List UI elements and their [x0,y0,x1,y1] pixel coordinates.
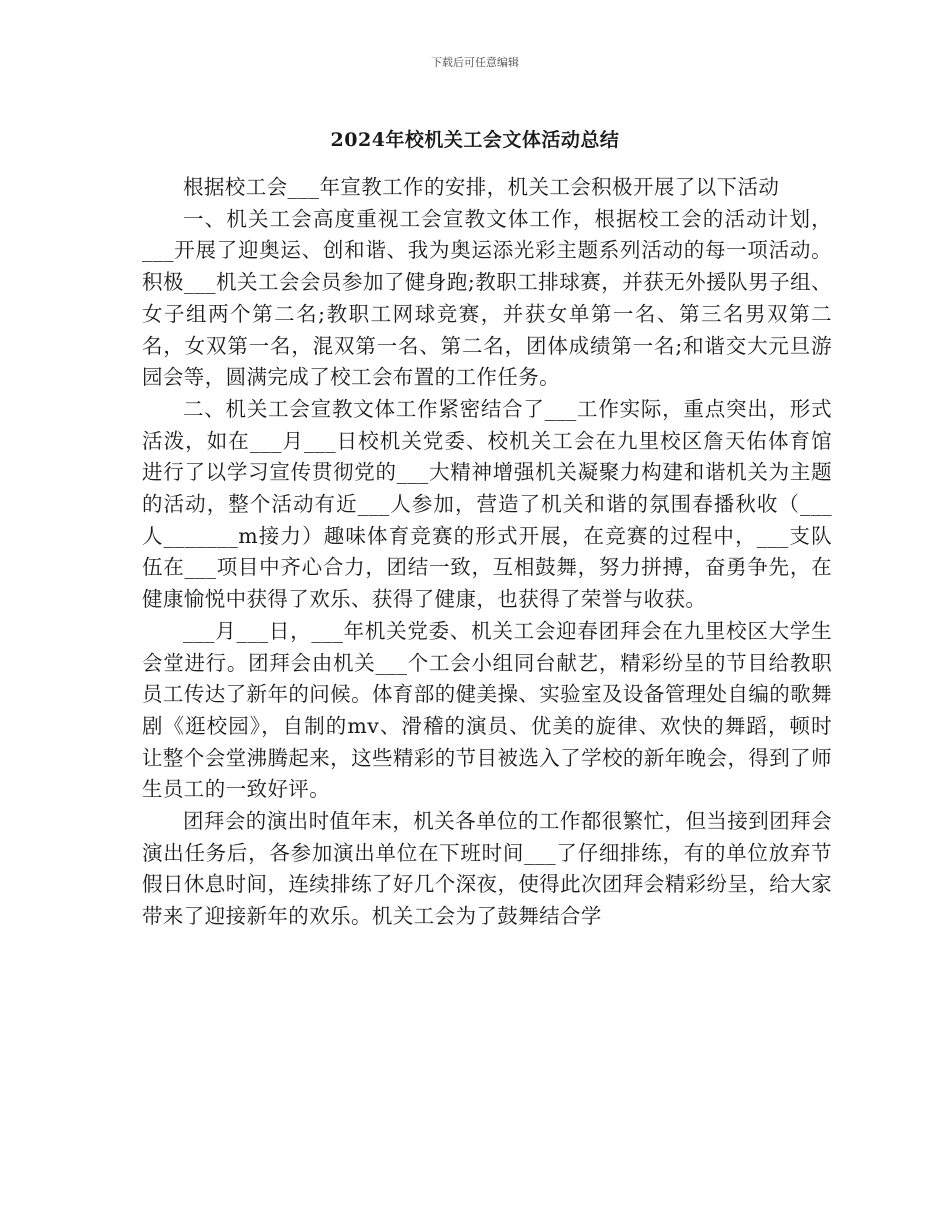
document-body [142,172,832,933]
paragraph-rehearsal: 团拜会的演出时值年末，机关各单位的工作都很繁忙，但当接到团拜会演出任务后，各参加演出单位在下班时间___了仔细排练，有的单位放弃节假日休息时间，连续排练了好几个深夜，使得此次团拜会精彩纷呈，给大家带来了迎接新年的欢乐。机关工会为了鼓舞结合学 [142,809,832,929]
document-title: 2024年校机关工会文体活动总结 [330,129,620,151]
paragraph-new-year-gala: ___月___日，___年机关党委、机关工会迎春团拜会在九里校区大学生会堂进行。团拜会由机关___个工会小组同台献艺，精彩纷呈的节目给教职员工传达了新年的问候。体育部的健美操、实验室及设备管理处自编的歌舞剧《逛校园》，自制的mv、滑稽的演员、优美的旋律、欢快的舞蹈，顿时让整个会堂沸腾起来，这些精彩的节目被选入了学校的新年晚会，得到了师生员工的一致好评。 [142,618,832,802]
paragraph-intro: 根据校工会___年宣教工作的安排，机关工会积极开展了以下活动 [183,175,780,199]
paragraph-section-1: 一、机关工会高度重视工会宣教文体工作，根据校工会的活动计划，___开展了迎奥运、创和谐、我为奥运添光彩主题系列活动的每一项活动。积极___机关工会会员参加了健身跑;教职工排球赛，并获无外援队男子组、女子组两个第二名;教职工网球竞赛，并获女单第一名、第三名男双第二名，女双第一名，混双第一名、第二名，团体成绩第一名;和谐交大元旦游园会等，圆满完成了校工会布置的工作任务。 [142,206,832,390]
paragraph-section-2: 二、机关工会宣教文体工作紧密结合了___工作实际，重点突出，形式活泼，如在___月___日校机关党委、校机关工会在九里校区詹天佑体育馆进行了以学习宣传贯彻党的___大精神增强机关凝聚力构建和谐机关为主题的活动，整个活动有近___人参加，营造了机关和谐的氛围春播秋收（___人_______m接力）趣味体育竞赛的形式开展，在竞赛的过程中，___支队伍在___项目中齐心合力，团结一致，互相鼓舞，努力拼搏，奋勇争先，在健康愉悦中获得了欢乐、获得了健康，也获得了荣誉与收获。 [142,396,832,612]
download-note: 下载后可任意编辑 [431,56,519,69]
